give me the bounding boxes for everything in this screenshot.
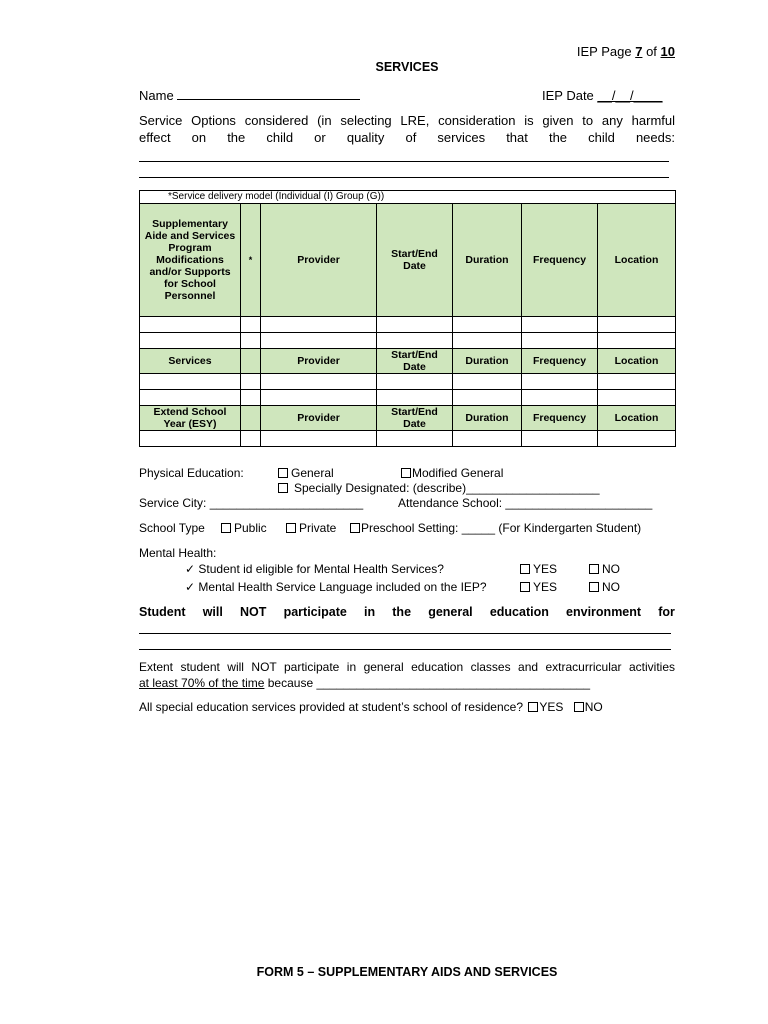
- extent-line-2: [139, 676, 590, 690]
- page-total: 10: [660, 44, 675, 59]
- attendance-school-blank[interactable]: ______________________: [505, 496, 653, 510]
- residence-question: All special education services provided at student’s school of residence?: [139, 700, 523, 714]
- page-of: of: [646, 44, 657, 59]
- page-number: 7: [635, 44, 643, 59]
- esy-header-row: [140, 406, 676, 431]
- page-prefix: IEP Page: [576, 44, 632, 59]
- table-row[interactable]: [140, 317, 676, 333]
- private-checkbox[interactable]: [286, 523, 296, 533]
- mental-health-label: Mental Health:: [139, 546, 217, 560]
- iep-page-indicator: [577, 44, 675, 59]
- residence-yes-checkbox[interactable]: [528, 702, 538, 712]
- frequency-header: Frequency: [522, 349, 598, 374]
- mh-q1-no-checkbox[interactable]: [589, 564, 599, 574]
- services-header-row: [140, 349, 676, 374]
- extent-underlined-text: at least 70% of the time: [139, 676, 265, 690]
- services-table: [139, 190, 676, 447]
- preschool-label: Preschool Setting: _____ (For Kindergarten Student): [361, 521, 642, 535]
- not-participate-statement: [139, 605, 675, 619]
- pe-specially-label: Specially Designated: (describe)____________________: [294, 481, 600, 495]
- start-end-date-header: Start/End Date: [377, 349, 453, 374]
- preschool-checkbox[interactable]: [350, 523, 360, 533]
- school-type-preschool-option[interactable]: [350, 521, 641, 535]
- residence-question-row: [139, 700, 603, 714]
- statement-word: participate: [283, 605, 347, 619]
- service-options-blank-line-1[interactable]: [139, 161, 669, 162]
- mh-q1-no-label: NO: [602, 562, 620, 576]
- table-row[interactable]: [140, 431, 676, 447]
- location-header: Location: [598, 349, 676, 374]
- physical-education-label: Physical Education:: [139, 466, 244, 480]
- public-label: Public: [234, 521, 267, 535]
- statement-word: Student: [139, 605, 186, 619]
- iep-date-label: IEP Date: [542, 88, 594, 103]
- mh-q1-no-option[interactable]: [589, 562, 620, 576]
- statement-word: in: [363, 605, 376, 619]
- pe-modified-option[interactable]: [401, 466, 503, 480]
- mh-question-2-text: Mental Health Service Language included on the IEP?: [198, 580, 487, 594]
- mh-q2-no-option[interactable]: [589, 580, 620, 594]
- duration-header: Duration: [453, 204, 522, 317]
- private-label: Private: [299, 521, 337, 535]
- frequency-header: Frequency: [522, 204, 598, 317]
- start-end-date-header: Start/End Date: [377, 406, 453, 431]
- duration-header: Duration: [453, 406, 522, 431]
- provider-header: Provider: [261, 204, 377, 317]
- statement-word: education: [489, 605, 549, 619]
- statement-word: NOT: [240, 605, 267, 619]
- table-header-row: [140, 204, 676, 317]
- statement-word: will: [202, 605, 223, 619]
- services-header: Services: [140, 349, 241, 374]
- statement-word: the: [392, 605, 412, 619]
- iep-date-field[interactable]: [542, 88, 663, 103]
- esy-header: Extend School Year (ESY): [140, 406, 241, 431]
- extent-because: because: [267, 676, 314, 690]
- name-field[interactable]: [139, 88, 360, 103]
- mh-q2-yes-checkbox[interactable]: [520, 582, 530, 592]
- mh-q2-no-label: NO: [602, 580, 620, 594]
- service-options-blank-line-2[interactable]: [139, 177, 669, 178]
- pe-general-checkbox[interactable]: [278, 468, 288, 478]
- duration-header: Duration: [453, 349, 522, 374]
- school-type-label: School Type: [139, 521, 205, 535]
- name-label: Name: [139, 88, 174, 103]
- school-type-private-option[interactable]: [286, 521, 336, 535]
- pe-modified-checkbox[interactable]: [401, 468, 411, 478]
- pe-specially-option[interactable]: [278, 481, 600, 495]
- mh-q1-yes-label: YES: [533, 562, 558, 576]
- pe-general-label: General: [291, 466, 334, 480]
- statement-word: for: [658, 605, 675, 619]
- attendance-school-field[interactable]: [398, 496, 652, 510]
- provider-header: Provider: [261, 349, 377, 374]
- iep-date-value[interactable]: __/__/____: [597, 88, 663, 103]
- extent-blank[interactable]: _________________________________________: [316, 676, 591, 690]
- mh-question-1: [185, 562, 444, 576]
- table-row[interactable]: [140, 374, 676, 390]
- service-delivery-note: *Service delivery model (Individual (I) Group (G)): [140, 191, 676, 204]
- service-options-line1: Service Options considered (in selecting LRE, consideration is given to any harmful: [139, 113, 675, 128]
- statement-word: environment: [566, 605, 642, 619]
- check-icon: ✓: [185, 580, 196, 594]
- mh-q2-yes-option[interactable]: [520, 580, 557, 594]
- statement-word: general: [428, 605, 473, 619]
- check-icon: ✓: [185, 562, 196, 576]
- pe-general-option[interactable]: [278, 466, 334, 480]
- mh-q2-no-checkbox[interactable]: [589, 582, 599, 592]
- page-title: SERVICES: [375, 60, 439, 74]
- service-city-field[interactable]: [139, 496, 363, 510]
- service-model-header: *: [241, 204, 261, 317]
- mh-q2-yes-label: YES: [533, 580, 558, 594]
- table-row[interactable]: [140, 333, 676, 349]
- start-end-date-header: Start/End Date: [377, 204, 453, 317]
- residence-yes-label: YES: [539, 700, 564, 714]
- frequency-header: Frequency: [522, 406, 598, 431]
- school-type-public-option[interactable]: [221, 521, 267, 535]
- provider-header: Provider: [261, 406, 377, 431]
- attendance-school-label: Attendance School:: [398, 496, 503, 510]
- mh-question-2: [185, 580, 487, 594]
- pe-modified-label: Modified General: [412, 466, 504, 480]
- supplementary-aids-header: Supplementary Aide and Services Program Modifications and/or Supports for School Personnel: [140, 204, 241, 317]
- footer-title: FORM 5 – SUPPLEMENTARY AIDS AND SERVICES: [256, 965, 558, 979]
- location-header: Location: [598, 406, 676, 431]
- pe-specially-checkbox[interactable]: [278, 483, 288, 493]
- not-participate-blank-line-2[interactable]: [139, 649, 671, 650]
- residence-no-label: NO: [584, 700, 603, 714]
- name-input-line[interactable]: [177, 99, 360, 100]
- public-checkbox[interactable]: [221, 523, 231, 533]
- mh-q1-yes-checkbox[interactable]: [520, 564, 530, 574]
- service-city-label: Service City:: [139, 496, 207, 510]
- service-options-line2: effect on the child or quality of services that the child needs:: [139, 130, 675, 145]
- service-city-blank[interactable]: _______________________: [209, 496, 364, 510]
- table-row[interactable]: [140, 390, 676, 406]
- not-participate-blank-line-1[interactable]: [139, 633, 671, 634]
- extent-line-1: Extent student will NOT participate in general education classes and extracurricular activities: [139, 660, 675, 674]
- location-header: Location: [598, 204, 676, 317]
- mh-q1-yes-option[interactable]: [520, 562, 557, 576]
- mh-question-1-text: Student id eligible for Mental Health Services?: [198, 562, 444, 576]
- residence-no-checkbox[interactable]: [574, 702, 584, 712]
